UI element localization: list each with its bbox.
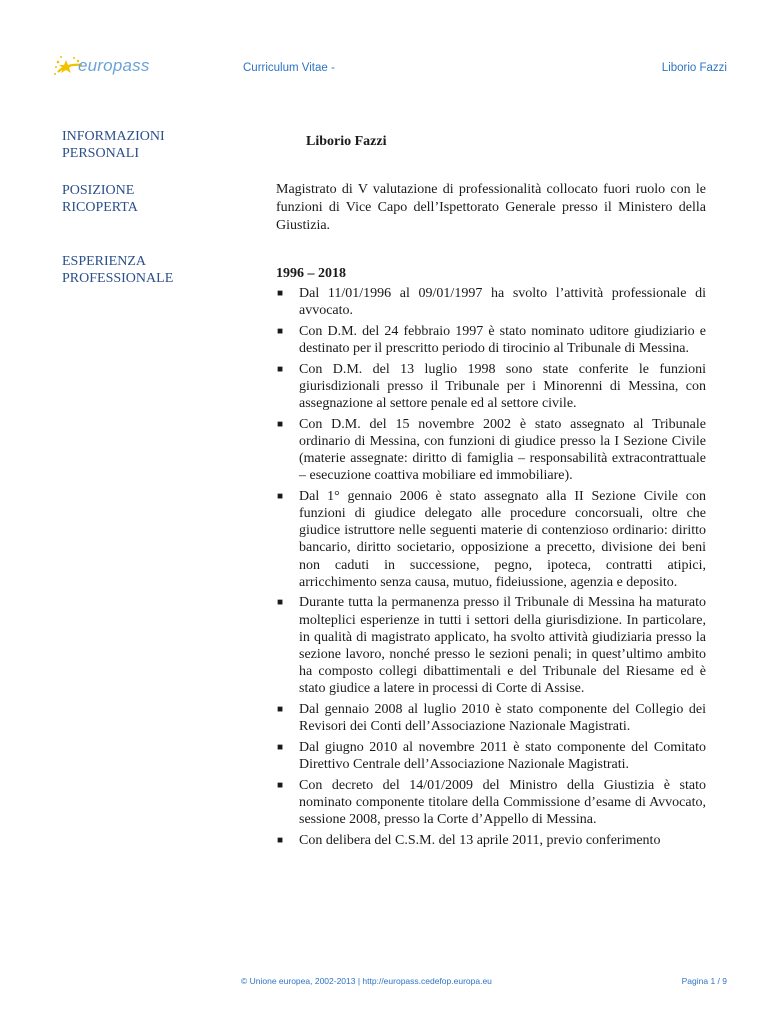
list-item-text: Con D.M. del 15 novembre 2002 è stato assegnato al Tribunale ordinario di Messina, con funzioni di giudice presso la I Sezione Civile (materie assegnate: diritto di famiglia – responsabilità extracontrattuale – esecuzione coattiva mobiliare ed immobiliare). [299,416,706,484]
position-description: Magistrato di V valutazione di professionalità collocato fuori ruolo con le funzioni di Vice Capo dell’Ispettorato Generale presso il Ministero della Giustizia. [276,182,706,233]
bullet-icon: ■ [277,597,284,609]
list-item-text: Durante tutta la permanenza presso il Tribunale di Messina ha maturato molteplici esperienze in tutti i settori della giurisdizione. In particolare, in qualità di magistrato applicato, ha svolto attività giudiziaria presso la sezione lavoro, nonché presso le sezioni penali; in quest’ultimo ambito ha composto collegi dibattimentali e del Tribunale del Riesame ed è stato giudice a latere in processi di Corte di Assise. [299,595,706,697]
list-item [276,323,706,357]
bullet-icon: ■ [277,418,284,430]
footer-copyright: © Unione europea, 2002-2013 | http://europass.cedefop.europa.eu [241,976,492,986]
list-item [276,416,706,485]
section-label-personal-info: INFORMAZIONI PERSONALI [62,129,165,161]
experience-list [276,285,706,852]
list-item [276,777,706,829]
list-item [276,739,706,773]
bullet-icon: ■ [277,779,284,791]
list-item [276,285,706,319]
section-label-experience: ESPERIENZA PROFESSIONALE [62,254,174,286]
header-person-name: Liborio Fazzi [661,62,727,74]
footer-page-number: Pagina 1 / 9 [681,976,727,986]
list-item [276,701,706,735]
header-document-title: Curriculum Vitae - [243,62,335,74]
list-item [276,361,706,413]
bullet-icon: ■ [277,741,284,753]
europass-wordmark: europass [78,56,150,75]
list-item-text: Con D.M. del 13 luglio 1998 sono state conferite le funzioni giurisdizionali presso il Tribunale per i Minorenni di Messina, con assegnazione al settore penale ed al settore civile. [299,361,706,411]
bullet-icon: ■ [277,834,284,846]
person-name: Liborio Fazzi [306,134,387,149]
list-item-text: Con D.M. del 24 febbraio 1997 è stato nominato uditore giudiziario e destinato per il prescritto periodo di tirocinio al Tribunale di Messina. [299,323,706,356]
list-item [276,832,706,849]
list-item-text: Dal gennaio 2008 al luglio 2010 è stato componente del Collegio dei Revisori dei Conti dell’Associazione Nazionale Magistrati. [299,702,706,735]
list-item [276,488,706,591]
bullet-icon: ■ [277,363,284,375]
bullet-icon: ■ [277,325,284,337]
list-item-text: Con delibera del C.S.M. del 13 aprile 2011, previo conferimento [299,832,661,848]
list-item-text: Dal giugno 2010 al novembre 2011 è stato componente del Comitato Direttivo Centrale dell’Associazione Nazionale Magistrati. [299,739,706,773]
experience-years: 1996 – 2018 [276,266,346,281]
bullet-icon: ■ [277,490,284,502]
list-item [276,594,706,697]
list-item-text: Con decreto del 14/01/2009 del Ministro della Giustizia è stato nominato componente titolare della Commissione d’esame di Avvocato, sessione 2008, presso la Corte d’Appello di Messina. [299,777,706,828]
list-item-text: Dal 11/01/1996 al 09/01/1997 ha svolto l’attività professionale di avvocato. [299,286,706,319]
bullet-icon: ■ [277,288,284,299]
list-item-text: Dal 1° gennaio 2006 è stato assegnato alla II Sezione Civile con funzioni di giudice delegato alle procedure concorsuali, oltre che giudice istruttore nelle seguenti materie di contenzioso ordinario: diritto bancario, diritto societario, opposizione a precetto, divisione dei beni non caduti in successione, pegno, ipoteca, contratti atipici, arricchimento senza causa, mutuo, fideiussione, agenzia e deposito. [299,488,706,590]
bullet-icon: ■ [277,704,284,716]
europass-logo [52,52,162,86]
section-label-position: POSIZIONE RICOPERTA [62,183,138,215]
